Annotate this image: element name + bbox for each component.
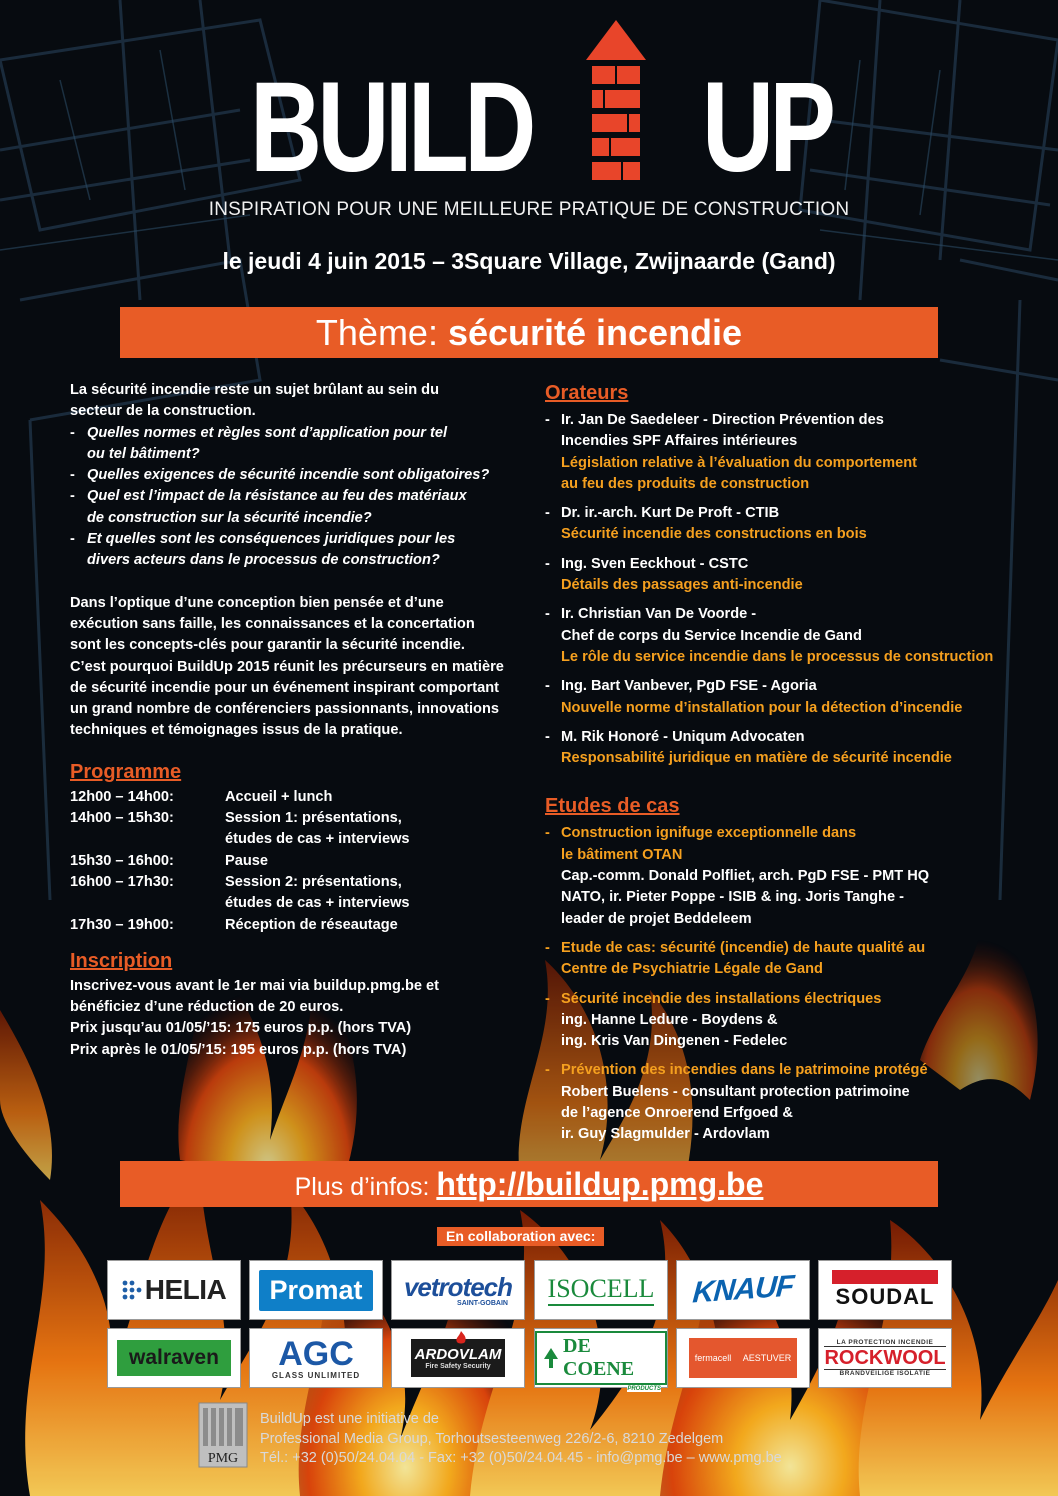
infos-banner (120, 1161, 938, 1207)
orateurs-heading: Orateurs (545, 382, 629, 404)
programme-activity: Session 2: présentations, études de cas + interviews (225, 873, 410, 912)
logo-text: ARDOVLAM (414, 1345, 502, 1363)
footer-contact: Tél.: +32 (0)50/24.04.04 - Fax: +32 (0)50/24.04.45 - info@pmg.be – www.pmg.be (260, 1450, 782, 1466)
logo-rockwool (818, 1328, 952, 1388)
programme-row (70, 915, 520, 936)
left-column (70, 380, 520, 1061)
logo-subtext: BRANDVEILIGE ISOLATIE (839, 1370, 931, 1377)
logo-ardovlam (391, 1328, 525, 1388)
pmg-mark-text: PMG (207, 1451, 239, 1466)
right-column (545, 380, 1015, 1154)
case-title: Prévention des incendies dans le patrimoine protégé (561, 1062, 928, 1079)
speaker-item: - Ir. Jan De Saedeleer - Direction Prévention des Incendies SPF Affaires intérieures Législation relative à l’évaluation du comportement au feu des produits de construction (545, 410, 1015, 495)
speaker-item: - Ir. Christian Van De Voorde - Chef de corps du Service Incendie de Gand Le rôle du service incendie dans le processus de construction (545, 604, 1015, 668)
event-date: le jeudi 4 juin 2015 – 3Square Village, Zwijnaarde (Gand) (222, 248, 836, 274)
inscription-line: bénéficiez d’une réduction de 20 euros. (70, 999, 344, 1016)
speaker-topic: Le rôle du service incendie dans le processus de construction (561, 648, 994, 665)
case-title: Sécurité incendie des installations électriques (561, 990, 882, 1007)
logo-isocell (534, 1260, 668, 1320)
footer-line: BuildUp est une initiative de (260, 1411, 439, 1427)
inscription-heading: Inscription (70, 949, 173, 972)
logo-text: KNAUF (691, 1269, 795, 1310)
programme-row (70, 787, 520, 808)
soudal-red-bar (832, 1270, 938, 1284)
footer-text (260, 1410, 782, 1469)
programme-activity: Pause (225, 852, 268, 869)
logo-text: ROCKWOOL (824, 1347, 946, 1369)
pmg-logo-icon (198, 1402, 248, 1468)
speaker-item: - M. Rik Honoré - Uniqum Advocaten Responsabilité juridique en matière de sécurité incendie (545, 727, 1015, 770)
logo-text: fermacell (694, 1353, 732, 1363)
logo-text: Promat (259, 1270, 372, 1311)
logo-word-build: BUILD (250, 56, 532, 199)
infos-label: Plus d’infos: (294, 1173, 437, 1201)
logo-subtext: LA PROTECTION INCENDIE (836, 1339, 934, 1346)
case-item: - Construction ignifuge exceptionnelle dans le bâtiment OTAN Cap.-comm. Donald Polfliet, arch. PgD FSE - PMT HQ NATO, ir. Pieter Poppe - ISIB & ing. Joris Tanghe - leader de projet Beddeleem (545, 823, 1015, 929)
partner-logos (107, 1260, 952, 1390)
tree-icon (542, 1347, 560, 1369)
intro-text (70, 380, 520, 423)
helia-dots-icon (122, 1280, 142, 1300)
programme-activity: Réception de réseautage (225, 916, 398, 933)
programme-time: 17h30 – 19h00: (70, 916, 174, 933)
speaker-topic: Détails des passages anti-incendie (561, 577, 803, 594)
logo-vetrotech (391, 1260, 525, 1320)
logo-subtext: GLASS UNLIMITED (271, 1370, 361, 1380)
theme-value: sécurité incendie (447, 312, 743, 353)
logo-text: vetrotech (403, 1271, 513, 1302)
footer-line: Professional Media Group, Torhoutsesteenweg 226/2-6, 8210 Zedelgem (260, 1430, 724, 1447)
theme-banner (120, 307, 938, 358)
decoene-frame (535, 1331, 667, 1392)
programme-time: 15h30 – 16h00: (70, 852, 174, 869)
logo-subtext: PRODUCTS (627, 1386, 661, 1392)
logo-subtext: SAINT-GOBAIN (457, 1299, 508, 1307)
logo-knauf (676, 1260, 810, 1320)
speaker-topic: Sécurité incendie des constructions en bois (561, 526, 867, 543)
intro-line: La sécurité incendie reste un sujet brûlant au sein du (70, 382, 439, 398)
logo-text: ISOCELL (548, 1274, 655, 1306)
case-item: - Sécurité incendie des installations électriques ing. Hanne Ledure - Boydens & ing. Kris Van Dingenen - Fedelec (545, 989, 1015, 1053)
programme-activity: Session 1: présentations, études de cas + interviews (225, 810, 410, 848)
programme-time: 12h00 – 14h00: (70, 788, 174, 805)
programme-row (70, 851, 520, 872)
question-item: - Et quelles sont les conséquences juridiques pour les divers acteurs dans le processus de construction? (70, 529, 520, 572)
programme-row (70, 808, 520, 851)
logo-text: walraven (117, 1340, 231, 1376)
speaker-item: - Dr. ir.-arch. Kurt De Proft - CTIB Sécurité incendie des constructions en bois (545, 503, 1015, 546)
inscription-line: Inscrivez-vous avant le 1er mai via buildup.pmg.be et (70, 977, 440, 994)
speaker-topic: Responsabilité juridique en matière de sécurité incendie (561, 750, 952, 767)
speaker-item: - Ing. Bart Vanbever, PgD FSE - Agoria Nouvelle norme d’installation pour la détection d’incendie (545, 676, 1015, 719)
case-item: - Prévention des incendies dans le patrimoine protégé Robert Buelens - consultant protection patrimoine de l’agence Onroerend Erfgoed & ir. Guy Slagmulder - Ardovlam (545, 1060, 1015, 1145)
logo-text: SOUDAL (835, 1284, 935, 1309)
collaboration-label: En collaboration avec: (437, 1227, 604, 1246)
logo-walraven (107, 1328, 241, 1388)
logo-agc (249, 1328, 383, 1388)
question-item: - Quel est l’impact de la résistance au feu des matériaux de construction sur la sécurité incendie? (70, 486, 520, 529)
logo-decoene (534, 1328, 668, 1392)
logo-word-up: UP (702, 56, 832, 199)
case-title: Etude de cas: sécurité (incendie) de haute qualité au Centre de Psychiatrie Légale de Gand (561, 939, 926, 978)
logo-soudal (818, 1260, 952, 1320)
flame-icon (455, 1331, 467, 1345)
programme-row (70, 872, 520, 915)
fermacell-panel (689, 1338, 797, 1378)
programme-heading: Programme (70, 760, 182, 783)
buildup-logo (250, 20, 832, 199)
question-item: - Quelles normes et règles sont d’application pour tel ou tel bâtiment? (70, 423, 520, 466)
logo-subtext: AESTUVER (742, 1353, 792, 1363)
logo-promat (249, 1260, 383, 1320)
speaker-item: - Ing. Sven Eeckhout - CSTC Détails des passages anti-incendie (545, 554, 1015, 597)
case-item (545, 938, 1015, 981)
inscription-price: Prix après le 01/05/’15: 195 euros p.p. (hors TVA) (70, 1041, 407, 1058)
brick-arrow-icon (586, 20, 646, 192)
logo-text: HELIA (144, 1274, 227, 1305)
logo-text: DE COENE (563, 1335, 635, 1380)
speaker-topic: Législation relative à l’évaluation du comportement au feu des produits de construction (561, 454, 918, 492)
logo-helia (107, 1260, 241, 1320)
intro-paragraph: Dans l’optique d’une conception bien pensée et d’une exécution sans faille, les connaissances et la concertation sont les concepts-clés pour garantir la sécurité incendie. C’est pourquoi BuildUp 2015 réunit les précurseurs en matière de sécurité incendie pour un événement inspirant comportant un grand nombre de conférenciers passionnants, innovations techniques et témoignages issus de la pratique. (70, 594, 504, 739)
logo-fermacell (676, 1328, 810, 1388)
theme-label: Thème: (315, 312, 448, 353)
speaker-topic: Nouvelle norme d’installation pour la détection d’incendie (561, 699, 963, 716)
programme-time: 16h00 – 17h30: (70, 873, 174, 890)
infos-link[interactable]: http://buildup.pmg.be (436, 1166, 764, 1202)
footer (198, 1402, 858, 1482)
programme-activity: Accueil + lunch (225, 788, 333, 805)
programme-time: 14h00 – 15h30: (70, 810, 174, 827)
question-list (70, 423, 520, 572)
logo-text: AGC (278, 1334, 354, 1373)
case-title: Construction ignifuge exceptionnelle dans le bâtiment OTAN (561, 825, 857, 863)
logo-subtext: Fire Safety Security (425, 1362, 491, 1370)
tagline: INSPIRATION POUR UNE MEILLEURE PRATIQUE DE CONSTRUCTION (208, 199, 850, 220)
etudes-heading: Etudes de cas (545, 795, 680, 818)
ardovlam-panel (411, 1339, 505, 1377)
question-item: - Quelles exigences de sécurité incendie sont obligatoires? (70, 465, 520, 486)
intro-line: secteur de la construction. (70, 403, 256, 420)
programme-table (70, 787, 520, 936)
inscription-price: Prix jusqu’au 01/05/’15: 175 euros p.p. (hors TVA) (70, 1020, 412, 1037)
